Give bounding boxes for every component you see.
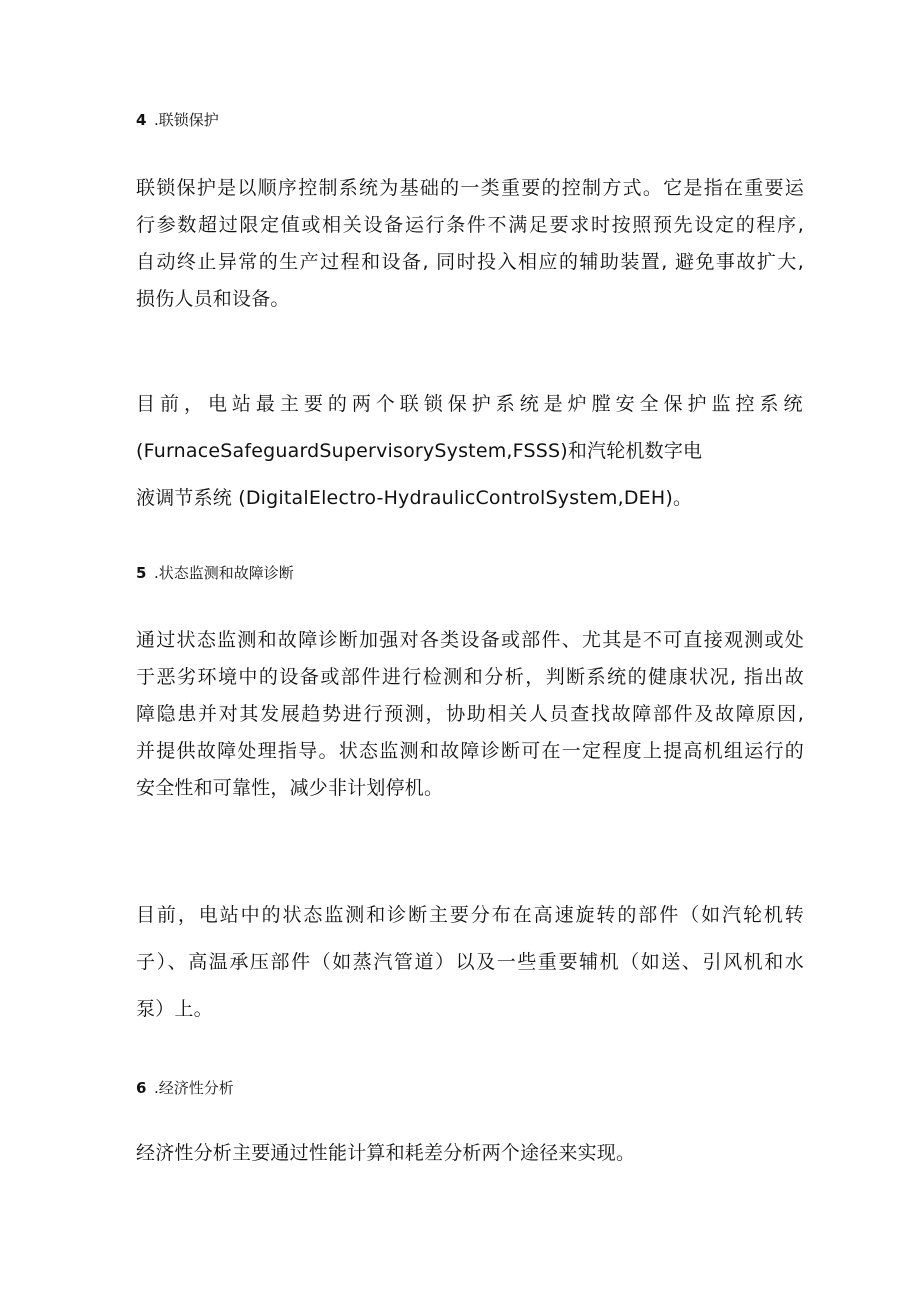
section-heading-4 (136, 110, 219, 130)
paragraph-line: 泵）上。 (136, 998, 213, 1020)
section-number: 4 (136, 111, 147, 129)
paragraph-line: 于恶劣环境中的设备或部件进行检测和分析，判断系统的健康状况, 指出故 (136, 666, 804, 688)
section-number: 5 (136, 564, 147, 582)
paragraph-monitoring-distribution (136, 892, 804, 1033)
paragraph-line: (FurnaceSafeguardSupervisorySystem,FSSS)和汽轮机数字电 (136, 440, 703, 462)
paragraph-economic-analysis (136, 1135, 804, 1172)
paragraph-line: 子）、高温承压部件（如蒸汽管道）以及一些重要辅机（如送、引风机和水 (136, 951, 804, 973)
paragraph-line: 经济性分析主要通过性能计算和耗差分析两个途径来实现。 (136, 1142, 636, 1164)
paragraph-line: 自动终止异常的生产过程和设备, 同时投入相应的辅助装置, 避免事故扩大, (136, 251, 804, 273)
section-heading-6 (136, 1078, 234, 1098)
paragraph-line: 通过状态监测和故障诊断加强对各类设备或部件、尤其是不可直接观测或处 (136, 629, 804, 651)
paragraph-condition-monitoring (136, 622, 804, 807)
paragraph-line: 行参数超过限定值或相关设备运行条件不满足要求时按照预先设定的程序, (136, 214, 804, 236)
paragraph-interlock-systems (136, 381, 804, 522)
paragraph-line: 液调节系统 (DigitalElectro-HydraulicControlSystem,DEH)。 (136, 487, 693, 509)
section-heading-5 (136, 563, 294, 583)
paragraph-line: 联锁保护是以顺序控制系统为基础的一类重要的控制方式。它是指在重要运 (136, 177, 804, 199)
paragraph-line: 目前，电站中的状态监测和诊断主要分布在高速旋转的部件（如汽轮机转 (136, 904, 804, 926)
section-title: .经济性分析 (154, 1079, 234, 1097)
paragraph-line: 并提供故障处理指导。状态监测和故障诊断可在一定程度上提高机组运行的 (136, 740, 804, 762)
section-title: .联锁保护 (154, 111, 219, 129)
section-title: .状态监测和故障诊断 (154, 564, 294, 582)
paragraph-interlock-definition (136, 170, 804, 318)
paragraph-line: 损伤人员和设备。 (136, 288, 290, 310)
paragraph-line: 障隐患并对其发展趋势进行预测，协助相关人员查找故障部件及故障原因, (136, 703, 804, 725)
paragraph-line: 目前，电站最主要的两个联锁保护系统是炉膛安全保护监控系统 (136, 393, 804, 415)
section-number: 6 (136, 1079, 147, 1097)
paragraph-line: 安全性和可靠性，减少非计划停机。 (136, 777, 444, 799)
